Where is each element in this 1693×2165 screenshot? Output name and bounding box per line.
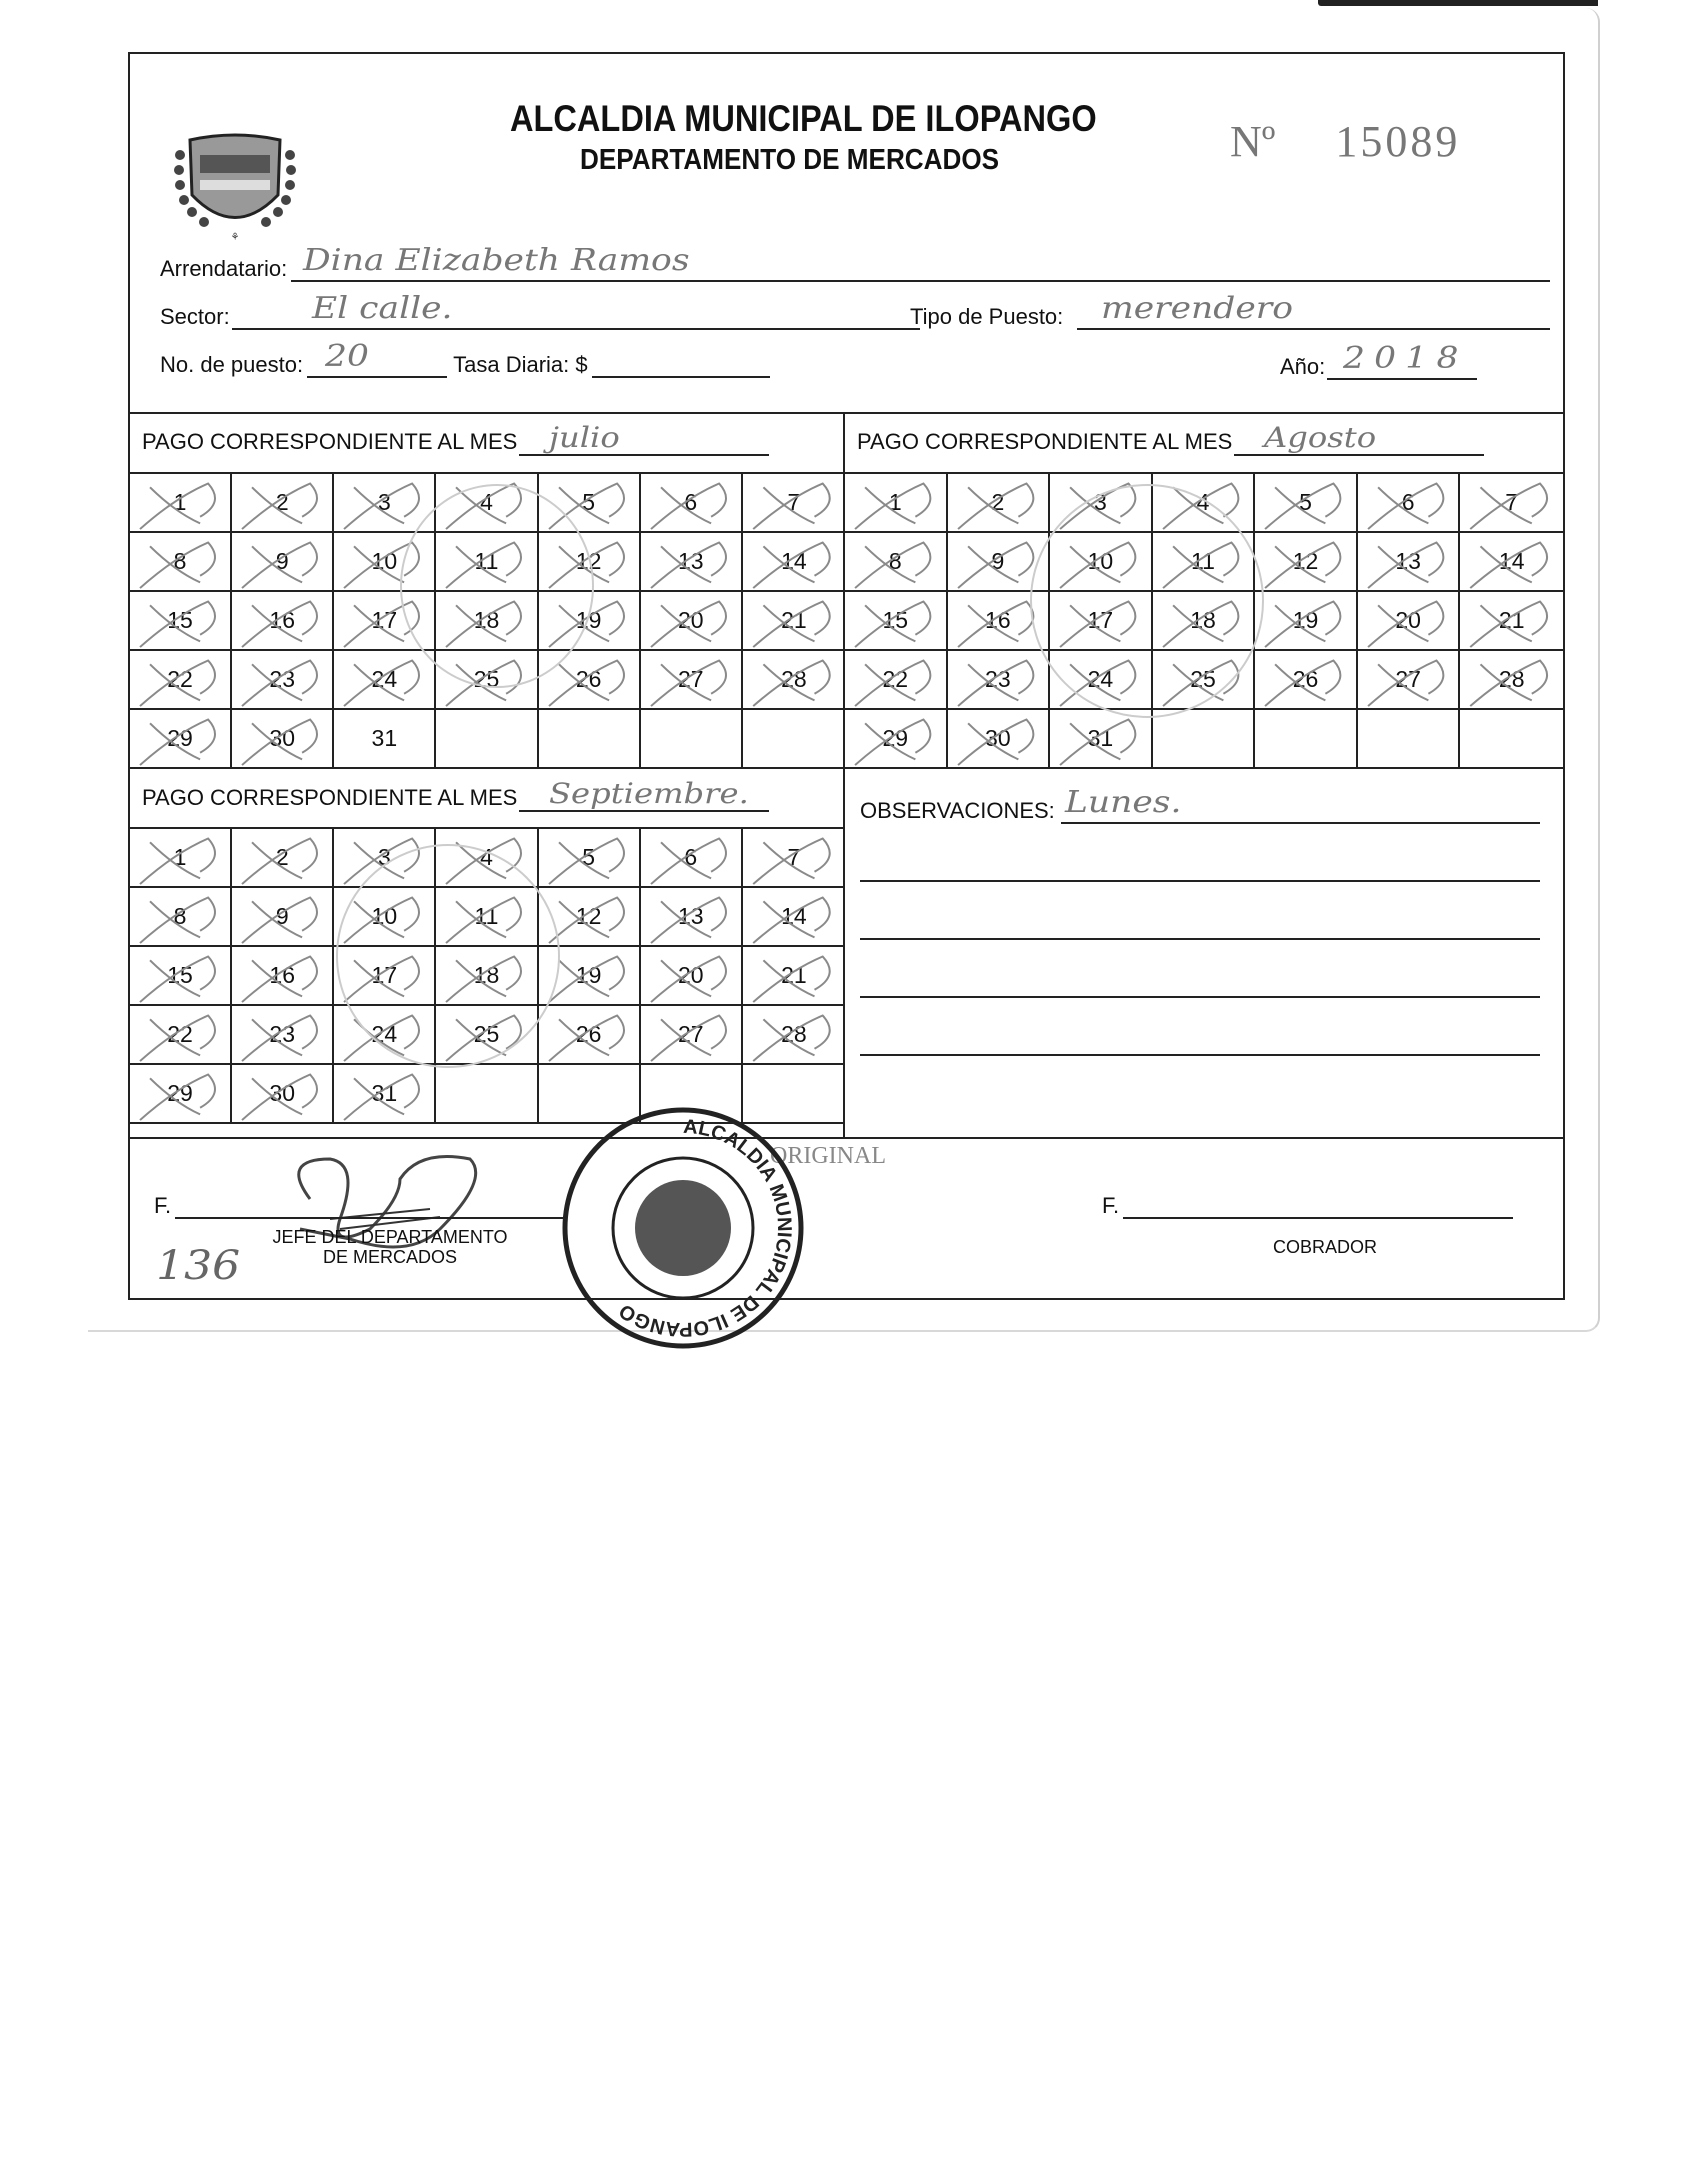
day-number: 6 — [684, 844, 698, 870]
day-cell[interactable] — [539, 888, 641, 947]
arrendatario-value: Dina Elizabeth Ramos — [303, 243, 690, 278]
day-number: 23 — [985, 666, 1011, 692]
day-number: 27 — [677, 666, 704, 692]
day-cell[interactable] — [130, 533, 232, 592]
day-cell[interactable] — [130, 829, 232, 888]
day-number: 12 — [575, 548, 602, 574]
tipo-puesto-field — [910, 291, 1550, 330]
day-number: 4 — [480, 844, 493, 870]
day-cell[interactable] — [539, 829, 641, 888]
day-cell[interactable] — [232, 829, 334, 888]
day-cell[interactable] — [1460, 533, 1563, 592]
caption-line-2: DE MERCADOS — [322, 1247, 457, 1267]
day-number: 22 — [167, 666, 193, 692]
handwritten-number: 136 — [156, 1243, 241, 1289]
day-cell[interactable] — [1460, 592, 1563, 651]
day-number: 19 — [575, 607, 602, 633]
day-number: 16 — [269, 962, 295, 988]
observaciones-value: Lunes. — [1064, 785, 1182, 820]
day-number: 9 — [275, 548, 289, 574]
day-number: 29 — [167, 1080, 193, 1106]
day-cell[interactable] — [334, 592, 436, 651]
day-number: 31 — [371, 1080, 398, 1106]
day-cell[interactable] — [436, 1006, 538, 1065]
day-cell[interactable] — [845, 592, 948, 651]
signature-jefe-line[interactable] — [175, 1191, 565, 1219]
folio-number — [1230, 116, 1460, 167]
day-cell[interactable] — [948, 592, 1051, 651]
day-number: 10 — [371, 548, 398, 574]
day-number: 13 — [677, 548, 704, 574]
empty-cell — [641, 710, 743, 769]
day-grid — [130, 829, 845, 1124]
day-cell[interactable] — [1460, 651, 1563, 710]
month-header — [130, 769, 845, 829]
day-number: 10 — [371, 903, 398, 929]
day-number: 6 — [1401, 489, 1415, 515]
tipo-puesto-input[interactable] — [1077, 291, 1550, 330]
day-cell[interactable] — [1255, 592, 1358, 651]
day-cell[interactable] — [334, 1006, 436, 1065]
day-number: 1 — [173, 489, 187, 515]
day-cell[interactable] — [436, 829, 538, 888]
day-number: 28 — [781, 1021, 807, 1047]
day-cell[interactable] — [1255, 651, 1358, 710]
day-number: 13 — [1395, 548, 1421, 574]
day-cell[interactable] — [1050, 474, 1153, 533]
tipo-puesto-label: Tipo de Puesto: — [910, 304, 1064, 329]
day-cell[interactable] — [436, 592, 538, 651]
day-cell[interactable] — [334, 947, 436, 1006]
day-number: 11 — [1191, 548, 1215, 574]
no-puesto-value: 20 — [325, 339, 370, 374]
day-number: 20 — [677, 607, 704, 633]
day-cell[interactable] — [1460, 474, 1563, 533]
day-cell[interactable] — [641, 947, 743, 1006]
day-number: 16 — [985, 607, 1011, 633]
day-number: 28 — [781, 666, 807, 692]
day-cell[interactable] — [436, 947, 538, 1006]
empty-cell — [1255, 710, 1358, 769]
coat-of-arms-icon — [170, 100, 300, 250]
day-cell[interactable] — [641, 592, 743, 651]
day-number: 21 — [781, 962, 807, 988]
day-cell[interactable] — [539, 1006, 641, 1065]
day-cell[interactable] — [641, 1006, 743, 1065]
empty-cell — [1358, 710, 1461, 769]
day-cell[interactable] — [743, 947, 845, 1006]
month-header — [845, 412, 1563, 474]
day-number: 26 — [1292, 666, 1319, 692]
day-cell[interactable] — [232, 1006, 334, 1065]
day-cell[interactable] — [641, 474, 743, 533]
day-number: 24 — [371, 666, 398, 692]
original-stamp: ORIGINAL — [770, 1143, 886, 1169]
day-cell[interactable] — [1050, 651, 1153, 710]
day-cell[interactable] — [130, 1006, 232, 1065]
sector-field — [160, 291, 920, 330]
day-cell[interactable] — [334, 474, 436, 533]
day-cell[interactable] — [130, 474, 232, 533]
day-cell[interactable] — [948, 710, 1051, 769]
day-number: 11 — [474, 903, 499, 929]
day-cell[interactable] — [641, 651, 743, 710]
signature-prefix: F. — [154, 1193, 172, 1218]
day-cell[interactable] — [232, 947, 334, 1006]
day-number: 19 — [1292, 607, 1319, 633]
day-number: 3 — [377, 844, 391, 870]
day-number: 8 — [888, 548, 902, 574]
day-cell[interactable] — [743, 1006, 845, 1065]
arrendatario-label: Arrendatario: — [160, 256, 288, 281]
day-cell[interactable] — [436, 533, 538, 592]
day-number: 23 — [269, 666, 295, 692]
day-cell[interactable] — [539, 533, 641, 592]
day-number: 25 — [473, 666, 500, 692]
month-block-septiembre — [130, 769, 845, 1124]
day-cell[interactable] — [130, 888, 232, 947]
row-divider — [845, 767, 1563, 769]
day-number: 31 — [371, 725, 398, 751]
day-cell[interactable] — [641, 533, 743, 592]
day-number: 30 — [985, 725, 1011, 751]
day-cell[interactable] — [743, 651, 845, 710]
day-cell[interactable] — [1153, 474, 1256, 533]
day-cell[interactable] — [845, 651, 948, 710]
day-cell[interactable] — [845, 533, 948, 592]
day-cell[interactable] — [641, 888, 743, 947]
day-number: 16 — [269, 607, 295, 633]
tipo-puesto-value: merendero — [1101, 291, 1294, 326]
sector-label: Sector: — [160, 304, 230, 329]
day-cell[interactable] — [1358, 533, 1461, 592]
month-block-julio — [130, 412, 845, 769]
day-cell[interactable] — [334, 888, 436, 947]
day-cell[interactable] — [232, 651, 334, 710]
observaciones-line[interactable] — [860, 824, 1540, 882]
empty-cell — [743, 710, 845, 769]
tasa-diaria-input[interactable] — [592, 346, 770, 378]
day-number: 21 — [1498, 607, 1525, 633]
day-number: 22 — [882, 666, 909, 692]
day-cell[interactable] — [539, 592, 641, 651]
day-cell[interactable] — [130, 592, 232, 651]
signature-prefix: F. — [1102, 1193, 1120, 1218]
day-cell[interactable] — [334, 710, 436, 769]
day-number: 17 — [1087, 607, 1114, 633]
day-number: 5 — [582, 489, 596, 515]
folio-value: 15089 — [1335, 117, 1461, 166]
day-cell[interactable] — [539, 474, 641, 533]
day-number: 6 — [684, 489, 698, 515]
day-cell[interactable] — [1255, 533, 1358, 592]
day-cell[interactable] — [232, 474, 334, 533]
day-cell[interactable] — [334, 651, 436, 710]
day-number: 15 — [167, 962, 193, 988]
sector-value: El calle. — [311, 291, 453, 326]
day-cell[interactable] — [130, 947, 232, 1006]
column-divider — [843, 412, 845, 1137]
observaciones-label: OBSERVACIONES: — [860, 798, 1055, 823]
day-number: 1 — [888, 489, 902, 515]
day-cell[interactable] — [232, 533, 334, 592]
day-number: 24 — [1087, 666, 1114, 692]
day-cell[interactable] — [1358, 474, 1461, 533]
empty-cell — [1460, 710, 1563, 769]
day-number: 3 — [1094, 489, 1107, 515]
day-cell[interactable] — [334, 533, 436, 592]
day-number: 27 — [677, 1021, 704, 1047]
anio-label: Año: — [1280, 354, 1326, 379]
day-number: 3 — [377, 489, 391, 515]
day-number: 2 — [275, 489, 289, 515]
day-grid — [845, 474, 1563, 769]
observaciones-input[interactable] — [1061, 785, 1540, 824]
day-number: 9 — [991, 548, 1005, 574]
day-number: 2 — [275, 844, 289, 870]
month-header-label: PAGO CORRESPONDIENTE AL MES — [142, 785, 518, 810]
day-number: 18 — [473, 607, 500, 633]
alcaldia-seal — [558, 1103, 808, 1353]
day-cell[interactable] — [334, 829, 436, 888]
signature-cobrador-line[interactable] — [1123, 1191, 1513, 1219]
no-puesto-input[interactable] — [307, 339, 447, 378]
day-cell[interactable] — [232, 592, 334, 651]
observaciones-line[interactable] — [860, 998, 1540, 1056]
empty-cell — [1153, 710, 1256, 769]
signature-jefe — [154, 1191, 565, 1219]
day-number: 5 — [1299, 489, 1312, 515]
day-number: 21 — [781, 607, 807, 633]
day-number: 10 — [1087, 548, 1114, 574]
sector-input[interactable] — [232, 291, 920, 330]
day-cell[interactable] — [1153, 533, 1256, 592]
day-number: 12 — [1292, 548, 1319, 574]
day-number: 20 — [677, 962, 704, 988]
day-number: 26 — [575, 666, 602, 692]
day-number: 8 — [173, 548, 187, 574]
page-subtitle: DEPARTAMENTO DE MERCADOS — [580, 144, 1000, 176]
day-number: 19 — [575, 962, 602, 988]
anio-input[interactable] — [1327, 341, 1477, 380]
day-cell[interactable] — [743, 829, 845, 888]
day-number: 9 — [275, 903, 289, 929]
day-cell[interactable] — [436, 474, 538, 533]
day-cell[interactable] — [1153, 651, 1256, 710]
day-number: 14 — [781, 548, 807, 574]
folio-label: Nº — [1230, 117, 1276, 166]
day-cell[interactable] — [232, 1065, 334, 1124]
day-cell[interactable] — [436, 651, 538, 710]
scan-corner-mark — [1318, 0, 1598, 6]
signature-jefe-caption — [230, 1227, 550, 1267]
day-number: 13 — [677, 903, 704, 929]
day-cell[interactable] — [1255, 474, 1358, 533]
day-number: 4 — [480, 489, 493, 515]
day-number: 18 — [473, 962, 500, 988]
day-number: 31 — [1087, 725, 1114, 751]
no-puesto-field — [160, 339, 770, 378]
day-cell[interactable] — [948, 474, 1051, 533]
day-number: 17 — [371, 962, 398, 988]
day-cell[interactable] — [1358, 651, 1461, 710]
day-cell[interactable] — [539, 651, 641, 710]
day-cell[interactable] — [1050, 592, 1153, 651]
page-title: ALCALDIA MUNICIPAL DE ILOPANGO — [510, 98, 1097, 139]
signature-cobrador — [1102, 1191, 1513, 1219]
observaciones-line[interactable] — [860, 940, 1540, 998]
anio-value: 2018 — [1343, 341, 1468, 376]
day-number: 20 — [1395, 607, 1421, 633]
day-number: 8 — [173, 903, 187, 929]
day-cell[interactable] — [436, 888, 538, 947]
day-cell[interactable] — [743, 592, 845, 651]
day-number: 27 — [1395, 666, 1421, 692]
day-cell[interactable] — [539, 947, 641, 1006]
day-number: 28 — [1498, 666, 1525, 692]
day-cell[interactable] — [232, 710, 334, 769]
arrendatario-field — [160, 243, 1550, 282]
day-cell[interactable] — [130, 651, 232, 710]
day-number: 14 — [781, 903, 807, 929]
day-number: 15 — [167, 607, 193, 633]
day-cell[interactable] — [743, 888, 845, 947]
day-cell[interactable] — [1050, 533, 1153, 592]
day-number: 30 — [269, 1080, 295, 1106]
market-payment-card — [128, 52, 1565, 1341]
day-cell[interactable] — [948, 533, 1051, 592]
day-number: 24 — [371, 1021, 398, 1047]
month-header-label: PAGO CORRESPONDIENTE AL MES — [857, 429, 1233, 454]
day-number: 22 — [167, 1021, 193, 1047]
month-input[interactable] — [519, 421, 769, 456]
day-number: 25 — [473, 1021, 500, 1047]
day-cell[interactable] — [334, 1065, 436, 1124]
day-number: 2 — [991, 489, 1005, 515]
day-cell[interactable] — [1153, 592, 1256, 651]
signature-section — [130, 1115, 1563, 1341]
anio-field — [1280, 341, 1477, 380]
day-cell[interactable] — [130, 710, 232, 769]
svg-text:⚘: ⚘ — [230, 232, 240, 243]
day-cell[interactable] — [130, 1065, 232, 1124]
card-header — [130, 54, 1563, 414]
month-value: julio — [549, 421, 621, 454]
month-input[interactable] — [519, 777, 769, 812]
day-cell[interactable] — [845, 710, 948, 769]
day-cell[interactable] — [1358, 592, 1461, 651]
day-cell[interactable] — [845, 474, 948, 533]
observaciones-section — [860, 785, 1540, 1056]
empty-cell — [436, 1065, 538, 1124]
day-number: 26 — [575, 1021, 602, 1047]
day-cell[interactable] — [1050, 710, 1153, 769]
day-cell[interactable] — [948, 651, 1051, 710]
day-number: 7 — [787, 844, 801, 870]
day-number: 29 — [882, 725, 909, 751]
no-puesto-label: No. de puesto: — [160, 352, 304, 377]
day-cell[interactable] — [743, 533, 845, 592]
day-number: 5 — [582, 844, 596, 870]
day-number: 15 — [882, 607, 909, 633]
day-number: 25 — [1190, 666, 1216, 692]
empty-cell — [436, 710, 538, 769]
month-header — [130, 412, 845, 474]
day-number: 29 — [167, 725, 193, 751]
day-number: 17 — [371, 607, 398, 633]
day-number: 12 — [575, 903, 602, 929]
day-number: 18 — [1190, 607, 1216, 633]
day-grid — [130, 474, 845, 769]
day-number: 11 — [474, 548, 499, 574]
month-input[interactable] — [1234, 421, 1484, 456]
day-number: 30 — [269, 725, 295, 751]
day-number: 14 — [1498, 548, 1525, 574]
month-value: Septiembre. — [549, 777, 750, 810]
empty-cell — [539, 710, 641, 769]
day-number: 4 — [1196, 489, 1210, 515]
signature-cobrador-caption: COBRADOR — [1272, 1237, 1377, 1257]
day-cell[interactable] — [232, 888, 334, 947]
arrendatario-input[interactable] — [291, 243, 1550, 282]
day-cell[interactable] — [743, 474, 845, 533]
month-block-agosto — [845, 412, 1563, 769]
day-number: 1 — [173, 844, 187, 870]
day-cell[interactable] — [641, 829, 743, 888]
month-header-label: PAGO CORRESPONDIENTE AL MES — [142, 429, 518, 454]
day-number: 7 — [787, 489, 801, 515]
svg-text:ALCALDIA MUNICIPAL DE ILOPANGO: ALCALDIA MUNICIPAL DE ILOPANGO — [615, 1115, 796, 1341]
month-value: Agosto — [1264, 421, 1377, 454]
day-number: 23 — [269, 1021, 295, 1047]
day-number: 7 — [1505, 489, 1519, 515]
observaciones-line[interactable] — [860, 882, 1540, 940]
tasa-diaria-label: Tasa Diaria: $ — [453, 352, 588, 377]
caption-line-1: JEFE DEL DEPARTAMENTO — [272, 1227, 508, 1247]
